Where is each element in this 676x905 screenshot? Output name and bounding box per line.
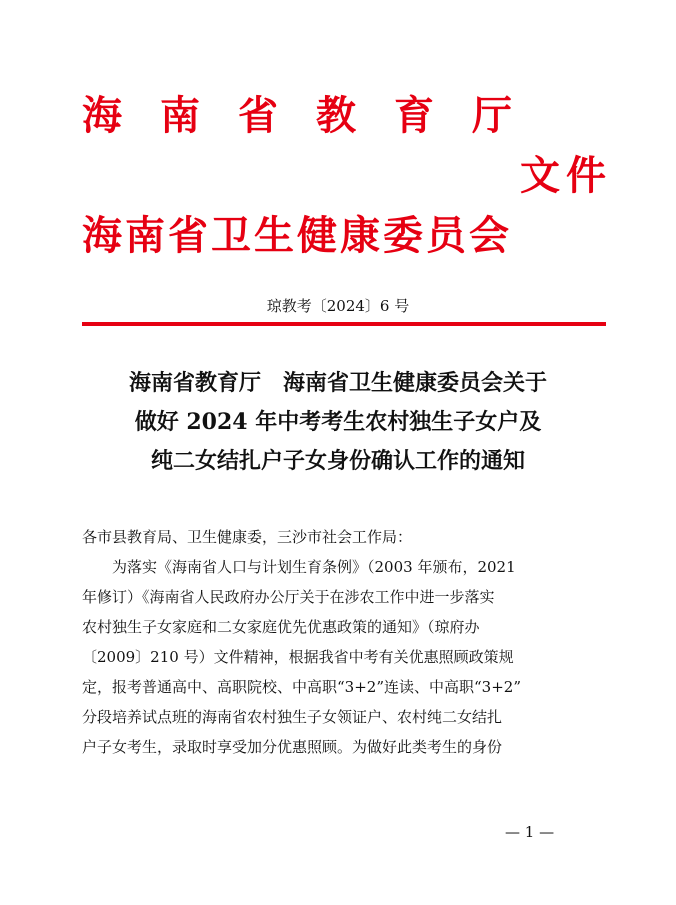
document-title [0,364,676,481]
document-type-label: 文件 [520,152,612,199]
paragraph-line: 年修订）《海南省人民政府办公厅关于在涉农工作中进一步落实 [82,588,495,606]
title-line: 做好 2024 年中考考生农村独生子女户及 [134,409,542,435]
title-line: 纯二女结扎户子女身份确认工作的通知 [150,448,525,474]
document-body [82,522,608,762]
salutation: 各市县教育局、卫生健康委，三沙市社会工作局： [82,528,413,546]
paragraph-line: 〔2009〕210 号）文件精神，根据我省中考有关优惠照顾政策规 [82,648,514,666]
issuer-name-education: 海南省教育厅 [82,92,550,139]
red-separator-line [82,322,606,326]
title-line: 海南省教育厅 海南省卫生健康委员会关于 [128,370,547,396]
paragraph-line: 分段培养试点班的海南省农村独生子女领证户、农村纯二女结扎 [82,708,503,726]
issuer-name-health: 海南省卫生健康委员会 [82,212,512,259]
paragraph-line: 定，报考普通高中、高职院校、中高职“3+2”连读、中高职“3+2” [82,678,521,696]
page-number: — 1 — [505,823,555,841]
document-number: 琼教考〔2024〕6 号 [266,297,410,315]
paragraph-line: 农村独生子女家庭和二女家庭优先优惠政策的通知》（琼府办 [82,618,480,636]
paragraph-line: 为落实《海南省人口与计划生育条例》（2003 年颁布，2021 [112,558,516,576]
paragraph-line: 户子女考生，录取时享受加分优惠照顾。为做好此类考生的身份 [82,738,503,756]
